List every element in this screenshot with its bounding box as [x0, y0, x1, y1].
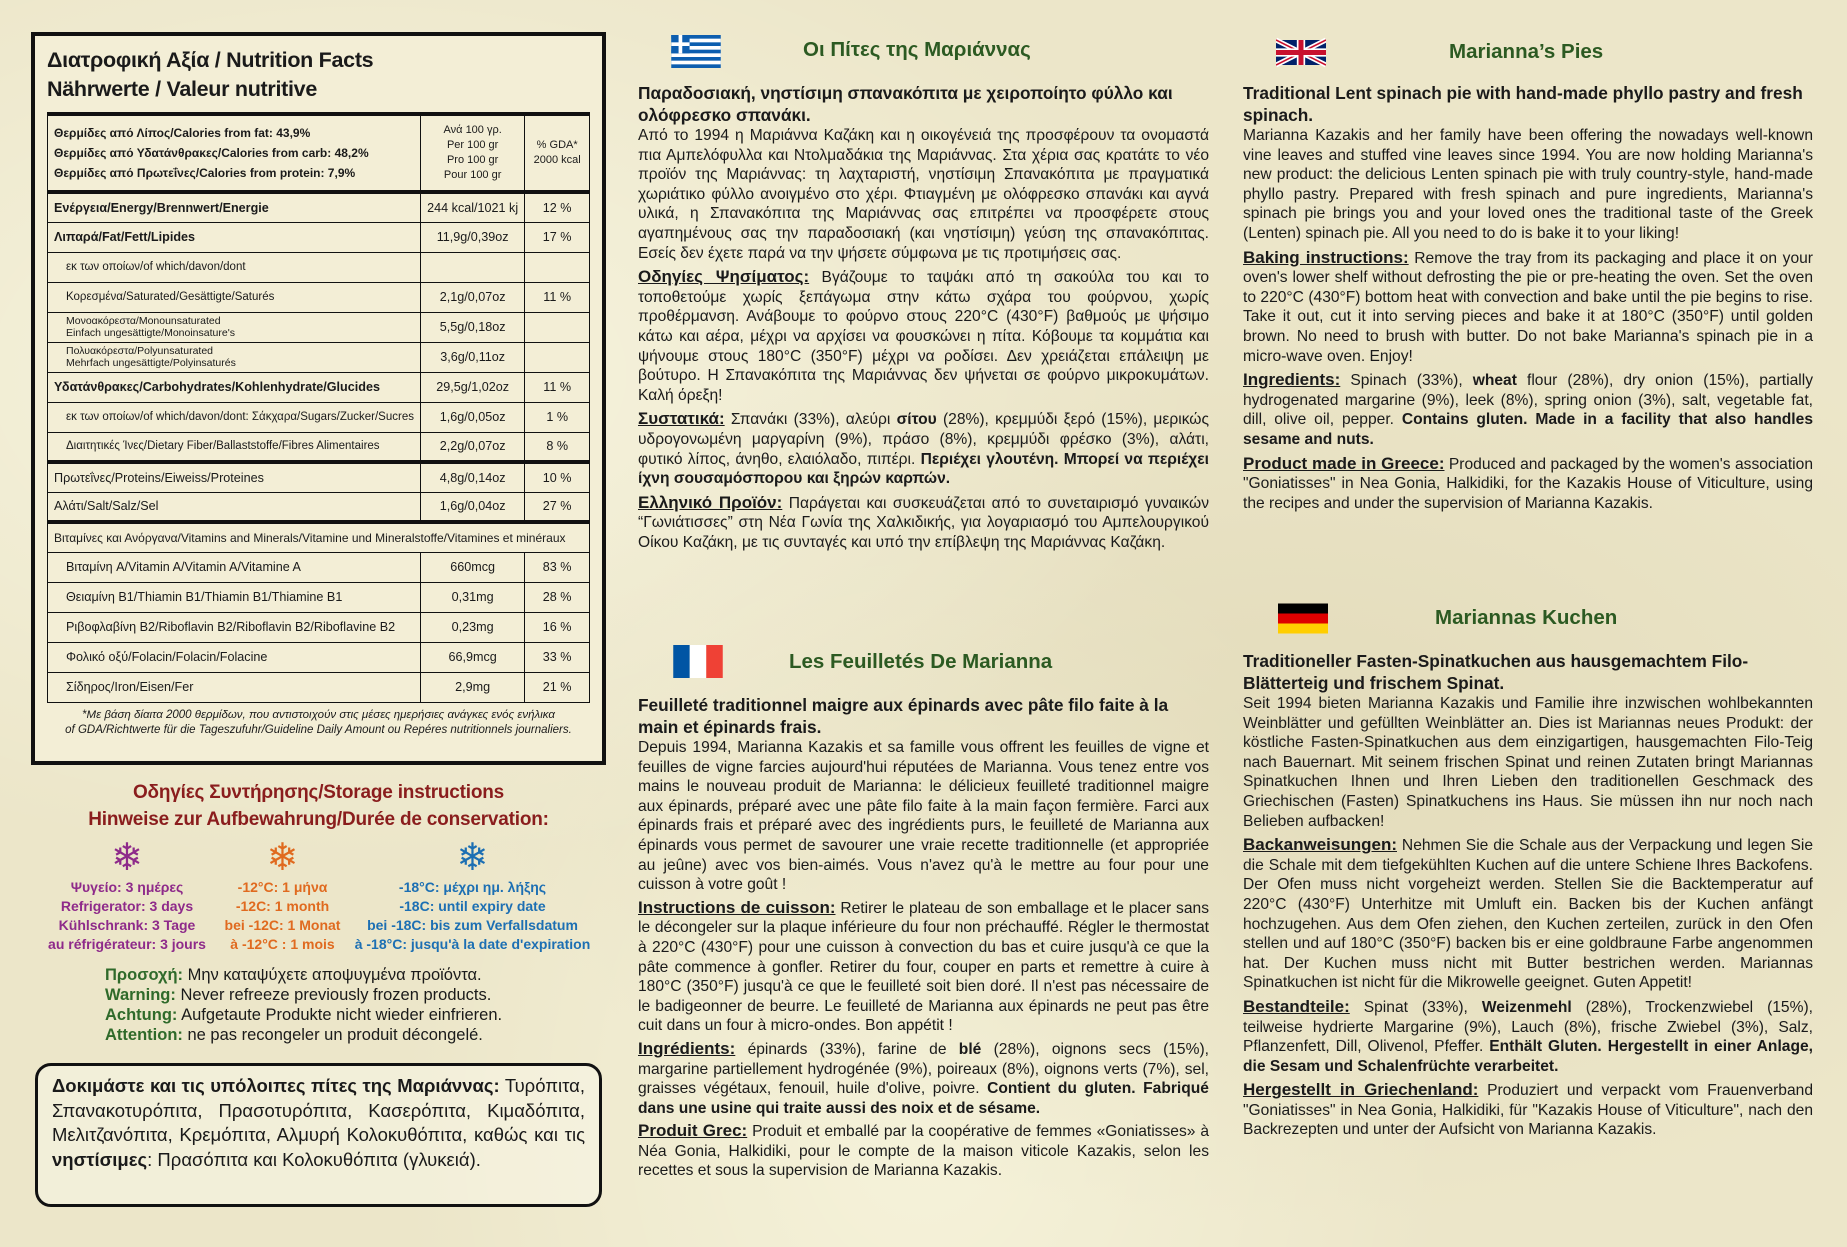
storage-line: bei -18C: bis zum Verfallsdatum	[367, 917, 578, 933]
english-ingredients-label: Ingredients:	[1243, 370, 1341, 390]
storage-line: à -12°C : 1 mois	[230, 936, 335, 952]
nutrition-row	[48, 312, 590, 342]
nutrient-gda: 11 %	[525, 282, 590, 312]
greek-allergen: Περιέχει γλουτένη. Μπορεί να περιέχει ίχνη σουσαμόσπορου και ξηρών καρπών.	[638, 450, 1209, 488]
english-baking-label: Baking instructions:	[1243, 247, 1409, 267]
nutrient-label: Μονοακόρεστα/Monounsaturated Einfach ungesättigte/Monoinsature's	[48, 312, 421, 342]
warning-line: Προσοχή: Μην καταψύχετε αποψυγμένα προϊόντα.	[105, 966, 482, 984]
nutrition-table	[47, 112, 590, 703]
nutrient-gda: 16 %	[525, 612, 590, 642]
warning-line: Warning: Never refreeze previously frozen products.	[105, 986, 492, 1004]
nutrient-gda: 21 %	[525, 672, 590, 702]
english-product-text: Produced and packaged by the women's association "Goniatisses" in Nea Gonia, Halkidiki, for the Kazakis House of Viticulture, using the recipes and under the supervision of Marianna Kazakis.	[1243, 455, 1813, 512]
nutrient-label: Υδατάνθρακες/Carbohydrates/Kohlenhydrate/Glucides	[48, 372, 421, 402]
storage-refrigerator	[42, 838, 212, 954]
nutrient-value: 2,9mg	[420, 672, 524, 702]
per-100-line: Per 100 gr	[446, 139, 499, 151]
german-flag-icon	[1278, 602, 1328, 635]
nutrition-footnote	[47, 703, 590, 738]
french-ingredients-label: Ingrédients:	[638, 1038, 736, 1058]
nutrient-gda	[525, 312, 590, 342]
snowflake-icon: ❄	[266, 837, 299, 879]
nutrient-value: 660mcg	[420, 552, 524, 582]
storage-line: à -18°C: jusqu'à la date d'expiration	[354, 936, 591, 952]
storage-line: au réfrigérateur: 3 jours	[48, 936, 206, 952]
storage-title-line2: Hinweise zur Aufbewahrung/Durée de conservation:	[88, 809, 549, 830]
storage-line: -12°C: 1 μήνα	[237, 879, 328, 895]
nutrient-label: Κορεσμένα/Saturated/Gesättigte/Saturés	[48, 282, 421, 312]
footnote-line: of GDA/Richtwerte für die Tageszufuhr/Guideline Daily Amount ou Repéres nutritionnels journaliers.	[65, 723, 572, 736]
greek-flag-icon	[671, 35, 721, 68]
calories-carb: Θερμίδες από Υδατάνθρακες/Calories from carb: 48,2%	[54, 146, 369, 160]
other-pies-list: Τυρόπιτα, Σπανακοτυρόπιτα, Πρασοτυρόπιτα, Κασερόπιτα, Κιμαδόπιτα, Μελιτζανόπιτα, Κρεμόπιτα, Αλμυρή Κολοκυθόπιτα, καθώς και τις	[52, 1075, 585, 1145]
refreeze-warnings	[105, 965, 502, 1045]
per-100-line: Ανά 100 γρ.	[443, 124, 502, 136]
nutrition-title-line1: Διατροφική Αξία / Nutrition Facts	[47, 48, 374, 72]
german-product-text: Produziert und verpackt vom Frauenverband "Goniatisses" in Nea Gonia, Halkidiki, für "Kazakis House of Viticulture", nach den Backrezepten und unter der Aufsicht von Marianna Kazakis.	[1243, 1082, 1813, 1139]
nutrient-gda: 83 %	[525, 552, 590, 582]
gda-header: 2000 kcal	[533, 154, 581, 166]
nutrient-gda	[525, 252, 590, 282]
warning-line: Attention: ne pas recongeler un produit décongelé.	[105, 1026, 483, 1044]
nutrient-value: 2,1g/0,07oz	[420, 282, 524, 312]
nutrient-value: 4,8g/0,14oz	[420, 462, 524, 492]
nutrition-row	[48, 642, 590, 672]
nutrient-label: Θειαμίνη B1/Thiamin B1/Thiamin B1/Thiamine B1	[48, 582, 421, 612]
nutrient-gda: 8 %	[525, 432, 590, 462]
nutrient-gda: 27 %	[525, 492, 590, 522]
nutrient-label: Πολυακόρεστα/Polyunsaturated Mehrfach ungesättigte/Polyinsaturés	[48, 342, 421, 372]
nutrition-row	[48, 432, 590, 462]
french-intro: Depuis 1994, Marianna Kazakis et sa famille vous offrent les feuilles de vigne et feuilles de vigne farcies aujourd'hui réputées de Marianna. Vous tenez entre vos mains le nouveau produit de Marianna: le délicieux feuilleté traditionnel maigre aux épinards, préparé avec une pâte filo faite à la main façon fermière. Farci aux épinards frais et préparé avec des ingrédients purs, le feuilleté de Marianna aux épinards vous permet de savourer une vraie recette traditionnelle (et appropriée au jeûne) avec vos bien-aimés. Vous n'avez qu'à le mettre au four pour une cuisson à votre goût !	[638, 739, 1209, 894]
french-text: Feuilleté traditionnel maigre aux épinards avec pâte filo faite à la main et épinards frais. Depuis 1994, Marianna Kazakis et sa famille vous offrent les feuilles de vigne et feuilles de vigne farcies aujourd'hui réputées de Marianna. Vous tenez entre vos mains le nouveau produit de Marianna: le délicieux feuilleté traditionnel maigre aux épinards, préparé avec une pâte filo faite à la main façon fermière. Farci aux épinards frais et préparé avec des ingrédients purs, le feuilleté de Marianna aux épinards vous permet de savourer une vraie recette traditionnelle (et appropriée au jeûne) avec vos bien-aimés. Vous n'avez qu'à le mettre au four pour une cuisson à votre goût ! Instructions de cuisson: Retirer le plateau de son emballage et le placer sans le décongeler sur la plaque inférieure du four non préchauffé. Régler le thermostat à 220°C (430°F) pour une cuisson à convection du bas et cuire jusqu'à ce que la pâte commence à gonfler. Retirer du four, couper en parts et remettre à cuire à 180°C (350°F) jusqu'à ce que le feuilleté soit bien doré. Il n'est pas nécessaire de le badigeonner de beurre. Le feuilleté de Marianna aux épinards ne peut pas être cuit dans un four à micro-ondes. Bon appétit ! Ingrédients: épinards (33%), farine de blé (28%), oignons secs (15%), margarine partiellement hydrogénée (9%), poireaux (8%), oignons verts (7%), sel, graisses végétaux, fenouil, huile d'olive, poivre. Contient du gluten. Fabriqué dans une usine qui traite aussi des noix et de sésame. Produit Grec: Produit et emballé par la coopérative de femmes «Goniatisses» à Néa Gonia, Halkidiki, pour le compte de la maison viticole Kazakis, selon les recettes et sous la supervision de Marianna Kazakis.	[638, 695, 1209, 1180]
greek-lead: Παραδοσιακή, νηστίσιμη σπανακόπιτα με χειροποίητο φύλλο και ολόφρεσκο σπανάκι.	[638, 83, 1173, 125]
nutrient-gda: 17 %	[525, 222, 590, 252]
storage-line: Refrigerator: 3 days	[60, 898, 194, 914]
per-100-line: Pro 100 gr	[446, 154, 499, 166]
nutrition-title-line2: Nährwerte / Valeur nutritive	[47, 77, 317, 101]
nutrient-label: Βιταμίνες και Ανόργανα/Vitamins and Minerals/Vitamine und Mineralstoffe/Vitamines et minéraux	[48, 522, 590, 552]
nutrition-row	[48, 282, 590, 312]
greek-title: Οι Πίτες της Μαριάννας	[803, 38, 1031, 61]
english-product-label: Product made in Greece:	[1243, 453, 1445, 473]
nutrition-row	[48, 402, 590, 432]
nutrition-row	[48, 462, 590, 492]
other-pies-bold: νηστίσιμες	[52, 1148, 148, 1170]
english-intro: Marianna Kazakis and her family have been offering the nowadays well-known vine leaves and stuffed vine leaves since 1994. You are now holding Marianna's new product: the delicious Lenten spinach pie with truly country-style, hand-made phyllo pastry. Prepared with fresh spinach and pure ingredients, Marianna's spinach pie brings you and your loved ones the traditional taste of the Greek (Lenten) spinach pie. All you need to do is bake it to your liking!	[1243, 127, 1813, 242]
nutrient-value: 1,6g/0,04oz	[420, 492, 524, 522]
nutrient-label: εκ των οποίων/of which/davon/dont	[48, 252, 421, 282]
per-100-line: Pour 100 gr	[443, 169, 502, 181]
storage-line: -12C: 1 month	[235, 898, 330, 914]
nutrition-row	[48, 252, 590, 282]
german-ingredients-label: Bestandteile:	[1243, 996, 1350, 1016]
nutrient-value: 244 kcal/1021 kj	[420, 192, 524, 222]
french-title: Les Feuilletés De Marianna	[789, 650, 1053, 673]
storage-line: Kühlschrank: 3 Tage	[58, 917, 196, 933]
french-product-text: Produit et emballé par la coopérative de femmes «Goniatisses» à Néa Gonia, Halkidiki, pour le compte de la maison viticole Kazakis, selon les recettes et sous la supervision de Marianna Kazakis.	[638, 1123, 1209, 1180]
nutrition-row	[48, 612, 590, 642]
nutrition-facts-panel	[31, 32, 606, 765]
nutrient-label: Λιπαρά/Fat/Fett/Lipides	[48, 222, 421, 252]
nutrient-gda: 33 %	[525, 642, 590, 672]
snowflake-icon: ❄	[111, 837, 143, 879]
german-baking-label: Backanweisungen:	[1243, 835, 1397, 855]
nutrition-row	[48, 492, 590, 522]
nutrition-header-row	[48, 114, 590, 192]
nutrient-value: 29,5g/1,02oz	[420, 372, 524, 402]
german-lead: Traditioneller Fasten-Spinatkuchen aus hausgemachtem Filo-Blätterteig und frischem Spinat.	[1243, 651, 1749, 693]
storage-minus12	[205, 838, 360, 954]
german-allergen: Enthält Gluten. Hergestellt in einer Anlage, die Sesam und Schalenfrüchte verarbeitet.	[1243, 1038, 1813, 1075]
nutrient-value: 1,6g/0,05oz	[420, 402, 524, 432]
storage-line: bei -12C: 1 Monat	[224, 917, 341, 933]
nutrient-value	[420, 252, 524, 282]
nutrient-value: 0,23mg	[420, 612, 524, 642]
german-product-label: Hergestellt in Griechenland:	[1243, 1080, 1479, 1100]
storage-line: -18C: until expiry date	[399, 898, 546, 914]
other-pies-tail: : Πρασόπιτα και Κολοκυθόπιτα (γλυκειά).	[147, 1148, 481, 1170]
german-intro: Seit 1994 bieten Marianna Kazakis und Familie ihre inzwischen wohlbekannten Weinblätter und gefüllten Weinblätter an. Dies ist Mariannas neues Produkt: der köstliche Fasten-Spinatkuchen aus dem einzigartigen, hausgemachten Filo-Teig nach Bauernart. Mit seinem frischen Spinat und reinen Zutaten bringt Mariannas Spinatkuchen Ihnen und Ihren Lieben den traditionellen Geschmack des Griechischen (Fasten) Spinatkuchens ins Haus. Sie müssen ihn nur noch nach Belieben aufbacken!	[1243, 695, 1813, 830]
nutrient-label: Σίδηρος/Iron/Eisen/Fer	[48, 672, 421, 702]
english-title: Marianna’s Pies	[1449, 40, 1604, 63]
german-title: Mariannas Kuchen	[1435, 606, 1618, 629]
snowflake-icon: ❄	[456, 837, 489, 879]
nutrition-row	[48, 342, 590, 372]
other-pies-box	[35, 1063, 602, 1207]
french-baking-text: Retirer le plateau de son emballage et le placer sans le décongeler sur la plaque inférieure du four non préchauffé. Régler le thermostat à 220°C (430°F) pour une cuisson à convection du bas et cuire jusqu'à ce que la pâte commence à gonfler. Retirer du four, couper en parts et remettre à cuire à 180°C (350°F) jusqu'à ce que le feuilleté soit bien doré. Il n'est pas nécessaire de le badigeonner de beurre. Le feuilleté de Marianna aux épinards ne peut pas être cuit dans un four à micro-ondes. Bon appétit !	[638, 899, 1209, 1035]
nutrient-value: 0,31mg	[420, 582, 524, 612]
nutrient-gda: 1 %	[525, 402, 590, 432]
greek-ingredients-label: Συστατικά:	[638, 409, 725, 429]
french-product-label: Produit Grec:	[638, 1121, 748, 1141]
greek-baking-text: Βγάζουμε το ταψάκι από τη σακούλα του και το τοποθετούμε χωρίς ξεπάγωμα στην κάτω σχάρα του φούρνου, χωρίς προθέρμανση. Ανάβουμε το φούρνο στους 220°C (430°F) βαθμούς με ψήσιμο κάτω και αέρα, μέχρι να αρχίσει να φουσκώνει η πίτα. Κόβουμε τα κομμάτια και ψήνουμε στους 180°C (350°F) μέχρι να ροδίσει. Δεν χρειάζεται επάλειψη με βούτυρο. Η Σπανακόπιτα της Μαριάννας δεν ψήνεται σε φούρνο μικροκυμάτων. Καλή όρεξη!	[638, 269, 1209, 404]
nutrient-gda: 28 %	[525, 582, 590, 612]
nutrient-gda	[525, 342, 590, 372]
french-allergen: Contient du gluten. Fabriqué dans une usine qui traite aussi des noix et de sésame.	[638, 1080, 1209, 1117]
greek-product-text: Παράγεται και συσκευάζεται από το συνεταιρισμό γυναικών “Γωνιάτισσες” στη Νέα Γωνία της Χαλκιδικής, για λογαριασμό του Αμπελουργικού Οίκου Καζάκη, με τις συνταγές και υπό την επίβλεψη της Μαριάννας Καζάκη.	[638, 494, 1210, 551]
nutrient-label: Διαιτητικές Ίνες/Dietary Fiber/Ballaststoffe/Fibres Alimentaires	[48, 432, 421, 462]
footnote-line: *Με βάση δίαιτα 2000 θερμίδων, που αντιστοιχούν στις μέσες ημερήσιες ανάγκες ενός ενήλικα	[82, 708, 555, 721]
french-flag-icon	[673, 645, 723, 678]
french-baking-label: Instructions de cuisson:	[638, 897, 836, 917]
german-text: Traditioneller Fasten-Spinatkuchen aus hausgemachtem Filo-Blätterteig und frischem Spinat. Seit 1994 bieten Marianna Kazakis und Familie ihre inzwischen wohlbekannten Weinblätter und gefüllten Weinblätter an. Dies ist Mariannas neues Produkt: der köstliche Fasten-Spinatkuchen aus dem einzigartigen, hausgemachten Filo-Teig nach Bauernart. Mit seinem frischen Spinat und reinen Zutaten bringt Mariannas Spinatkuchen Ihnen und Ihren Lieben den traditionellen Geschmack des Griechischen (Fasten) Spinatkuchens ins Haus. Sie müssen ihn nur noch nach Belieben aufbacken! Backanweisungen: Nehmen Sie die Schale aus der Verpackung und legen Sie die Schale mit dem tiefgekühlten Kuchen auf die untere Schiene Ihres Backofens. Der Ofen muss nicht vorgeheizt werden. Stellen Sie die Backtemperatur auf 220°C (430°F) Unterhitze mit Umluft ein. Backen bis der Kuchen anfängt hochzugehen. Aus dem Ofen ziehen, den Kuchen zerteilen, zurück in den Ofen stellen und auf 180°C (350°F) backen bis er eine goldbraune Farbe angenommen hat. Der Kuchen muss nicht mit Butter bestrichen werden. Mariannas Spinatkuchen ist nicht für die Mikrowelle geeignet. Guten Appetit! Bestandteile: Spinat (33%), Weizenmehl (28%), Trockenzwiebel (15%), teilweise hydrierte Margarine (9%), Lauch (8%), frische Zwiebel (3%), Salz, Pflanzenfett, Dill, Olivenol, Pfeffer. Enthält Gluten. Hergestellt in einer Anlage, die Sesam und Schalenfrüchte verarbeitet. Hergestellt in Griechenland: Produziert und verpackt vom Frauenverband "Goniatisses" in Nea Gonia, Halkidiki, für "Kazakis House of Viticulture", nach den Backrezepten und unter der Aufsicht von Marianna Kazakis.	[1243, 651, 1813, 1139]
calories-protein: Θερμίδες από Πρωτεΐνες/Calories from protein: 7,9%	[54, 166, 356, 180]
nutrient-label: Ενέργεια/Energy/Brennwert/Energie	[48, 192, 421, 222]
nutrient-value: 11,9g/0,39oz	[420, 222, 524, 252]
nutrition-row	[48, 372, 590, 402]
nutrition-row	[48, 222, 590, 252]
nutrient-value: 2,2g/0,07oz	[420, 432, 524, 462]
nutrient-label: Πρωτεΐνες/Proteins/Eiweiss/Proteines	[48, 462, 421, 492]
nutrient-label: Βιταμίνη A/Vitamin A/Vitamin A/Vitamine A	[48, 552, 421, 582]
uk-flag-icon	[1276, 37, 1326, 68]
nutrient-label: Φολικό οξύ/Folacin/Folacin/Folacine	[48, 642, 421, 672]
english-text: Traditional Lent spinach pie with hand-made phyllo pastry and fresh spinach. Marianna Kazakis and her family have been offering the nowadays well-known vine leaves and stuffed vine leaves since 1994. You are now holding Marianna's new product: the delicious Lenten spinach pie with truly country-style, hand-made phyllo pastry. Prepared with fresh spinach and pure ingredients, Marianna's spinach pie brings you and your loved ones the traditional taste of the Greek (Lenten) spinach pie. All you need to do is bake it to your liking! Baking instructions: Remove the tray from its packaging and place it on your oven's lower shelf without defrosting the pie or pre-heating the oven. Set the oven to 220°C (430°F) bottom heat with convection and bake until the pie begins to rise. Take it out, cut it into serving pieces and bake it at 180°C (350°F) until golden brown. No need to brush with butter. Do not bake Marianna's spinach pie in a micro-wave oven. Enjoy! Ingredients: Spinach (33%), wheat flour (28%), dry onion (15%), partially hydrogenated margarine (9%), leek (8%), spring onion (3%), salt, vegetable fat, dill, olive oil, pepper. Contains gluten. Made in a facility that also handles sesame and nuts. Product made in Greece: Produced and packaged by the women's association "Goniatisses" in Nea Gonia, Halkidiki, for the Kazakis House of Viticulture, using the recipes and under the supervision of Marianna Kazakis.	[1243, 83, 1813, 512]
calories-fat: Θερμίδες από Λίπος/Calories from fat: 43,9%	[54, 126, 311, 140]
nutrient-gda: 10 %	[525, 462, 590, 492]
nutrition-row	[48, 552, 590, 582]
nutrient-gda: 11 %	[525, 372, 590, 402]
english-lead: Traditional Lent spinach pie with hand-made phyllo pastry and fresh spinach.	[1243, 83, 1803, 125]
nutrient-gda: 12 %	[525, 192, 590, 222]
storage-minus18	[350, 838, 595, 954]
gda-header: % GDA*	[536, 139, 578, 151]
german-baking-text: Nehmen Sie die Schale aus der Verpackung und legen Sie die Schale mit dem tiefgekühlten Kuchen auf die untere Schiene Ihres Backofens. Der Ofen muss nicht vorgeheizt werden. Stellen Sie die Backtemperatur auf 220°C (430°F) Unterhitze mit Umluft ein. Backen bis der Kuchen anfängt hochzugehen. Aus dem Ofen ziehen, den Kuchen zerteilen, zurück in den Ofen stellen und auf 180°C (350°F) backen bis er eine goldbraune Farbe angenommen hat. Der Kuchen muss nicht mit Butter bestrichen werden. Mariannas Spinatkuchen ist nicht für die Mikrowelle geeignet. Guten Appetit!	[1243, 837, 1813, 992]
greek-intro: Από το 1994 η Μαριάννα Καζάκη και η οικογένειά της προσφέρουν τα ονομαστά πια Αμπελόφυλλα και Ντολμαδάκια της Μαριάννας. Στα χέρια σας κρατάτε το νέο προϊόν της Μαριάννας: τη λαχταριστή, νηστίσιμη Σπανακόπιτα με πραγματικά χωριάτικο φύλλο ανοιγμένο στο χέρι. Φτιαγμένη με ολόφρεσκο σπανάκι και αγνά υλικά, η Σπανακόπιτα της Μαριάννας σας επιτρέπει να προσφέρετε στους αγαπημένους σας την παραδοσιακή (και νηστίσιμη) γεύση της σπανακόπιτας. Εσείς δεν έχετε παρά να την ψήσετε σύμφωνα με τις προτιμήσεις σας.	[638, 127, 1209, 262]
nutrition-row	[48, 582, 590, 612]
nutrient-value: 66,9mcg	[420, 642, 524, 672]
french-lead: Feuilleté traditionnel maigre aux épinards avec pâte filo faite à la main et épinards frais.	[638, 695, 1169, 737]
nutrition-row	[48, 192, 590, 222]
nutrient-label: εκ των οποίων/of which/davon/dont: Σάκχαρα/Sugars/Zucker/Sucres	[48, 402, 421, 432]
english-baking-text: Remove the tray from its packaging and place it on your oven's lower shelf without defrosting the pie or pre-heating the oven. Set the oven to 220°C (430°F) bottom heat with convection and bake until the pie begins to rise. Take it out, cut it into serving pieces and bake it at 180°C (350°F) until golden brown. No need to brush with butter. Do not bake Marianna's spinach pie in a micro-wave oven. Enjoy!	[1243, 249, 1813, 365]
greek-text: Παραδοσιακή, νηστίσιμη σπανακόπιτα με χειροποίητο φύλλο και ολόφρεσκο σπανάκι. Από το 1994 η Μαριάννα Καζάκη και η οικογένειά της προσφέρουν τα ονομαστά πια Αμπελόφυλλα και Ντολμαδάκια της Μαριάννας. Στα χέρια σας κρατάτε το νέο προϊόν της Μαριάννας: τη λαχταριστή, νηστίσιμη Σπανακόπιτα με πραγματικά χωριάτικο φύλλο ανοιγμένο στο χέρι. Φτιαγμένη με ολόφρεσκο σπανάκι και αγνά υλικά, η Σπανακόπιτα της Μαριάννας σας επιτρέπει να προσφέρετε στους αγαπημένους σας την παραδοσιακή (και νηστίσιμη) γεύση της σπανακόπιτας. Εσείς δεν έχετε παρά να την ψήσετε σύμφωνα με τις προτιμήσεις σας. Οδηγίες Ψησίματος: Βγάζουμε το ταψάκι από τη σακούλα του και το τοποθετούμε χωρίς ξεπάγωμα στην κάτω σχάρα του φούρνου, χωρίς προθέρμανση. Ανάβουμε το φούρνο στους 220°C (430°F) βαθμούς με ψήσιμο κάτω και αέρα, μέχρι να αρχίσει να φουσκώνει η πίτα. Κόβουμε τα κομμάτια και ψήνουμε στους 180°C (350°F) μέχρι να ροδίσει. Δεν χρειάζεται επάλειψη με βούτυρο. Η Σπανακόπιτα της Μαριάννας δεν ψήνεται σε φούρνο μικροκυμάτων. Καλή όρεξη! Συστατικά: Σπανάκι (33%), αλεύρι σίτου (28%), κρεμμύδι ξερό (15%), μερικώς υδρογονωμένη μαργαρίνη (9%), πράσο (8%), κρεμμύδι φρέσκο (3%), αλάτι, φυτικό λίπος, άνηθο, ελαιόλαδο, πιπέρι. Περιέχει γλουτένη. Μπορεί να περιέχει ίχνη σουσαμόσπορου και ξηρών καρπών. Ελληνικό Προϊόν: Παράγεται και συσκευάζεται από το συνεταιρισμό γυναικών “Γωνιάτισσες” στη Νέα Γωνία της Χαλκιδικής, για λογαριασμό του Αμπελουργικού Οίκου Καζάκη, με τις συνταγές και υπό την επίβλεψη της Μαριάννας Καζάκη.	[638, 83, 1210, 551]
storage-line: -18°C: μέχρι ημ. λήξης	[398, 879, 547, 895]
nutrition-rows	[48, 192, 590, 702]
warning-line: Achtung: Aufgetaute Produkte nicht wieder einfrieren.	[105, 1006, 503, 1024]
english-allergen: Contains gluten. Made in a facility that also handles sesame and nuts.	[1243, 411, 1813, 448]
nutrition-row	[48, 522, 590, 552]
nutrient-value: 5,5g/0,18oz	[420, 312, 524, 342]
nutrition-row	[48, 672, 590, 702]
other-pies-lead: Δοκιμάστε και τις υπόλοιπες πίτες της Μαριάννας:	[52, 1075, 500, 1096]
greek-product-label: Ελληνικό Προϊόν:	[638, 492, 783, 512]
nutrient-label: Αλάτι/Salt/Salz/Sel	[48, 492, 421, 522]
greek-baking-label: Οδηγίες Ψησίματος:	[638, 267, 810, 287]
storage-line: Ψυγείο: 3 ημέρες	[70, 879, 184, 895]
nutrient-label: Ριβοφλαβίνη B2/Riboflavin B2/Riboflavin B2/Riboflavine B2	[48, 612, 421, 642]
storage-title-line1: Οδηγίες Συντήρησης/Storage instructions	[132, 782, 505, 803]
nutrient-value: 3,6g/0,11oz	[420, 342, 524, 372]
